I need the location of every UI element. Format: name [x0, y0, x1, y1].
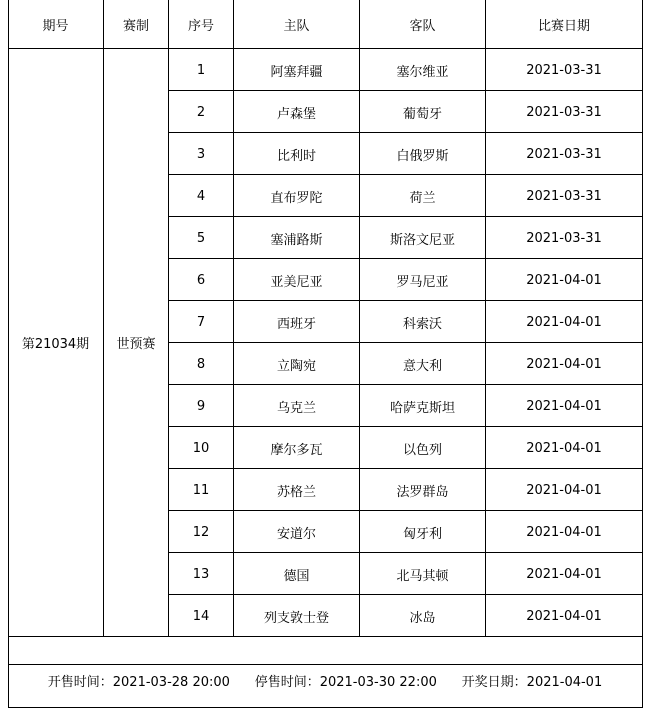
away-team: 哈萨克斯坦 — [389, 400, 455, 416]
home-team: 直布罗陀 — [270, 190, 323, 206]
match-date: 2021-04-01 — [526, 566, 602, 582]
away-team: 科索沃 — [402, 316, 442, 332]
header-format: 赛制 — [122, 18, 149, 34]
home-team: 西班牙 — [276, 316, 316, 332]
row-index: 5 — [196, 230, 206, 246]
home-team: 德国 — [283, 568, 310, 584]
away-team: 斯洛文尼亚 — [389, 232, 455, 248]
away-team: 冰岛 — [409, 610, 436, 626]
row-index: 6 — [196, 272, 206, 288]
row-index: 14 — [192, 608, 210, 624]
home-team: 卢森堡 — [276, 106, 316, 122]
away-team: 塞尔维亚 — [396, 64, 449, 80]
home-team: 比利时 — [276, 148, 316, 164]
match-date: 2021-03-31 — [526, 62, 602, 78]
away-team: 罗马尼亚 — [396, 274, 449, 290]
match-date: 2021-03-31 — [526, 188, 602, 204]
sale-info-footer — [8, 666, 642, 695]
away-team: 荷兰 — [409, 190, 436, 206]
row-index: 7 — [196, 314, 206, 330]
header-match-date: 比赛日期 — [537, 18, 590, 34]
row-index: 10 — [192, 440, 210, 456]
home-team: 摩尔多瓦 — [270, 442, 323, 458]
format-cell: 世预赛 — [116, 337, 156, 352]
header-away-team: 客队 — [409, 18, 436, 34]
away-team: 葡萄牙 — [402, 106, 442, 122]
match-date: 2021-04-01 — [526, 398, 602, 414]
row-index: 13 — [192, 566, 210, 582]
row-index: 1 — [196, 62, 206, 78]
home-team: 亚美尼亚 — [270, 274, 323, 290]
header-issue: 期号 — [42, 18, 69, 34]
header-home-team: 主队 — [283, 18, 310, 34]
match-date: 2021-04-01 — [526, 356, 602, 372]
match-date: 2021-04-01 — [526, 482, 602, 498]
away-team: 以色列 — [402, 442, 442, 458]
home-team: 乌克兰 — [276, 400, 316, 416]
away-team: 白俄罗斯 — [396, 148, 449, 164]
home-team: 苏格兰 — [276, 484, 316, 500]
row-index: 11 — [192, 482, 210, 498]
row-index: 8 — [196, 356, 206, 372]
sale-start-time: 开售时间：2021-03-28 20:00 — [47, 675, 230, 690]
row-index: 2 — [196, 104, 206, 120]
header-index: 序号 — [187, 18, 214, 34]
away-team: 意大利 — [402, 358, 442, 374]
row-index: 3 — [196, 146, 206, 162]
match-date: 2021-03-31 — [526, 104, 602, 120]
match-date: 2021-04-01 — [526, 608, 602, 624]
home-team: 塞浦路斯 — [270, 232, 323, 248]
match-date: 2021-04-01 — [526, 272, 602, 288]
sale-stop-time: 停售时间：2021-03-30 22:00 — [254, 675, 437, 690]
grid-line — [8, 664, 643, 665]
match-date: 2021-03-31 — [526, 146, 602, 162]
away-team: 匈牙利 — [402, 526, 442, 542]
draw-date: 开奖日期：2021-04-01 — [461, 675, 603, 690]
match-date: 2021-03-31 — [526, 230, 602, 246]
home-team: 列支敦士登 — [263, 610, 329, 626]
away-team: 北马其顿 — [396, 568, 449, 584]
home-team: 阿塞拜疆 — [270, 64, 323, 80]
match-date: 2021-04-01 — [526, 440, 602, 456]
grid-line — [8, 707, 643, 708]
row-index: 9 — [196, 398, 206, 414]
row-index: 4 — [196, 188, 206, 204]
grid-line — [642, 0, 643, 708]
home-team: 安道尔 — [276, 526, 316, 542]
row-index: 12 — [192, 524, 210, 540]
home-team: 立陶宛 — [276, 358, 316, 374]
issue-cell: 第21034期 — [21, 337, 90, 352]
match-date: 2021-04-01 — [526, 314, 602, 330]
away-team: 法罗群岛 — [396, 484, 449, 500]
match-date: 2021-04-01 — [526, 524, 602, 540]
